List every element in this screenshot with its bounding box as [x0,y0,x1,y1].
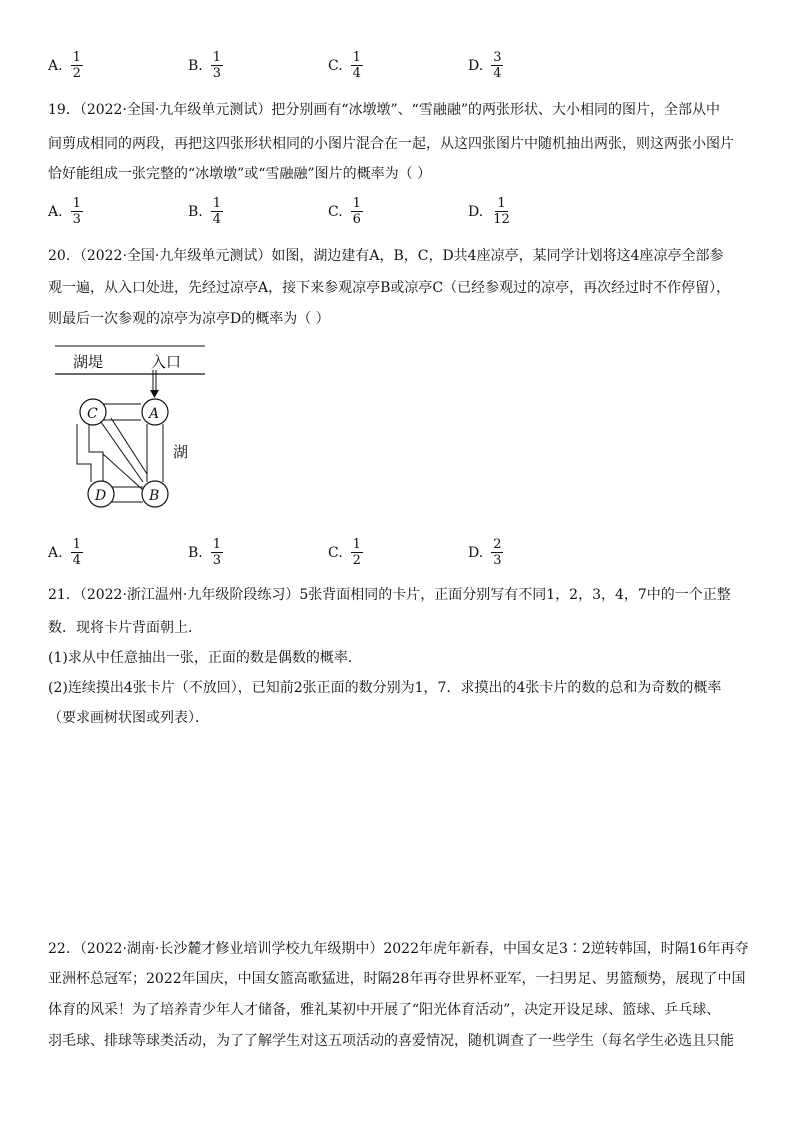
entrance-label: 入口 [151,353,182,371]
q19-option-c[interactable] [328,196,363,227]
option-label: D. [468,544,484,561]
numerator: 1 [72,196,81,211]
lake-pavilion-figure [55,342,215,512]
q21-text-line: 数．现将卡片背面朝上． [48,620,202,636]
denominator: 3 [212,553,222,568]
fraction [491,537,503,568]
option-label: A. [48,57,63,74]
numerator: 2 [493,537,502,552]
q21-part-2: (2)连续摸出4张卡片（不放回），已知前2张正面的数分别为1，7．求摸出的4张卡片的数的总和为奇数的概率 [48,680,722,696]
numerator: 1 [72,50,81,65]
option-label: A. [48,544,63,561]
numerator: 1 [212,537,222,552]
q20-text-line: 观一遍，从入口处进，先经过凉亭A，接下来参观凉亭B或凉亭C（已经参观过的凉亭，再次经过时不作停留）， [48,280,731,296]
option-label: C. [328,57,343,74]
q22-text-line: 体育的风采！为了培养青少年人才储备，雅礼某初中开展了“阳光体育活动”，决定开设足球、篮球、乒乓球、 [48,1002,721,1018]
q20-option-a[interactable] [48,537,83,568]
denominator: 12 [493,212,510,227]
fraction [351,537,363,568]
numerator: 1 [212,196,222,211]
denominator: 4 [352,66,361,81]
q19-text-line: 19．（2022·全国·九年级单元测试）把分别画有“冰墩墩”、“雪融融”的两张形状、大小相同的图片，全部从中 [48,102,720,118]
option-label: A. [48,203,63,220]
denominator: 3 [493,553,502,568]
option-label: C. [328,203,343,220]
q19-text-line: 恰好能组成一张完整的“冰墩墩”或“雪融融”图片的概率为（ ） [48,166,432,182]
fraction [211,537,223,568]
pavilion-b-label: B [149,488,160,504]
q19-option-d[interactable] [468,196,512,227]
option-label: D. [468,57,484,74]
denominator: 2 [352,553,361,568]
numerator: 1 [352,50,361,65]
bank-label: 湖堤 [73,353,104,371]
q22-text-line: 羽毛球、排球等球类活动，为了了解学生对这五项活动的喜爱情况，随机调查了一些学生（每名学生必选且只能 [48,1033,734,1049]
numerator: 1 [352,196,361,211]
q21-part-1: (1)求从中任意抽出一张，正面的数是偶数的概率． [48,650,362,666]
q20-text-line: 则最后一次参观的凉亭为凉亭D的概率为（ ） [48,311,330,327]
q22-text-line: 亚洲杯总冠军；2022年国庆，中国女篮高歌猛进，时隔28年再夺世界杯亚军，一扫男足、男篮颓势，展现了中国 [48,971,746,987]
option-label: B. [188,544,203,561]
numerator: 1 [497,196,506,211]
option-label: D. [468,203,484,220]
q19-text-line: 间剪成相同的两段，再把这四张形状相同的小图片混合在一起，从这四张图片中随机抽出两张，则这两张小图片 [48,136,734,152]
entrance-arrow-head [150,390,159,398]
q19-option-b[interactable] [188,196,223,227]
option-label: C. [328,544,343,561]
fraction [491,196,512,227]
denominator: 6 [352,212,361,227]
fraction [211,196,223,227]
numerator: 1 [212,50,222,65]
q19-option-a[interactable] [48,196,83,227]
q18-option-c[interactable] [328,50,363,81]
fraction [71,196,83,227]
pavilion-c-label: C [87,406,98,422]
q18-option-a[interactable] [48,50,83,81]
pavilion-a-label: A [149,406,160,422]
fraction [71,537,83,568]
fraction [351,50,363,81]
denominator: 4 [72,553,81,568]
fraction [491,50,503,81]
q21-text-line: 21．（2022·浙江温州·九年级阶段练习）5张背面相同的卡片，正面分别写有不同1，2，3，4，7中的一个正整 [48,587,731,603]
denominator: 3 [72,212,81,227]
q18-option-d[interactable] [468,50,503,81]
denominator: 4 [493,66,502,81]
denominator: 3 [212,66,222,81]
fraction [351,196,363,227]
q20-option-b[interactable] [188,537,223,568]
q21-part-2-continued: （要求画树状图或列表）． [48,710,209,726]
lake-label: 湖 [173,443,189,461]
denominator: 4 [212,212,222,227]
q22-text-line: 22．（2022·湖南·长沙麓才修业培训学校九年级期中）2022年虎年新春，中国女足3∶2逆转韩国，时隔16年再夺 [48,941,749,957]
q20-option-c[interactable] [328,537,363,568]
pavilion-d-label: D [95,488,107,504]
option-label: B. [188,203,203,220]
q18-option-b[interactable] [188,50,223,81]
path-cb-line-1 [101,422,143,482]
numerator: 1 [72,537,81,552]
numerator: 1 [352,537,361,552]
q20-text-line: 20．（2022·全国·九年级单元测试）如图，湖边建有A，B，C，D共4座凉亭，某同学计划将这4座凉亭全部参 [48,248,724,264]
option-label: B. [188,57,203,74]
denominator: 2 [72,66,81,81]
numerator: 3 [493,50,502,65]
q20-option-d[interactable] [468,537,503,568]
fraction [211,50,223,81]
fraction [71,50,83,81]
